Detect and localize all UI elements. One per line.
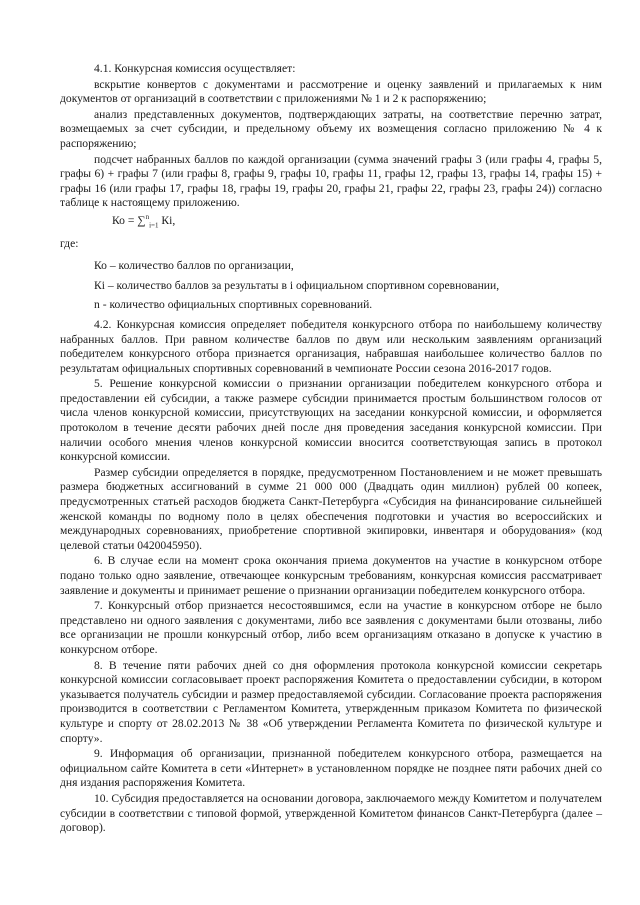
- formula-definitions: [60, 259, 602, 313]
- paragraph-4-1-analysis: анализ представленных документов, подтверждающих затраты, на соответствие перечню затрат, возмещаемых за счет субсидии, и предельному объему их возмещения согласно приложению № 4 к распоряжению;: [60, 107, 602, 150]
- paragraph-4-2: 4.2. Конкурсная комиссия определяет победителя конкурсного отбора по наибольшему количеству набранных баллов. При равном количестве баллов по двум или нескольким заявлениям организаций победителем конкурсного отбора признается организация, набравшая наибольшее количество баллов по результатам официальных спортивных соревнований в чемпионате России сезона 2016-2017 годов.: [60, 317, 602, 375]
- where-label: где:: [60, 236, 79, 250]
- paragraph-5: 5. Решение конкурсной комиссии о признании организации победителем конкурсного отбора и предоставлении ей субсидии, а также размере субсидии принимается простым большинством голосов от числа членов конкурсной комиссии, присутствующих на заседании конкурсной комиссии, и оформляется протоколом в течение десяти рабочих дней после дня проведения заседания конкурсной комиссии. При наличии особого мнения членов конкурсной комиссии вносится соответствующая запись в протокол конкурсной комиссии.: [60, 377, 602, 464]
- definition-ki: Кi – количество баллов за результаты в i официальном спортивном соревновании,: [94, 278, 500, 292]
- formula-right: Кi,: [158, 213, 176, 227]
- definition-ko: Ко – количество баллов по организации,: [94, 259, 294, 273]
- paragraph-4-1: 4.1. Конкурсная комиссия осуществляет:: [94, 62, 296, 75]
- formula-lower-limit: i=1: [149, 221, 159, 230]
- paragraph-4-1-scoring: подсчет набранных баллов по каждой организации (сумма значений графы 3 (или графы 4, графы 5, графы 6) + графы 7 (или графы 8, графы 9, графы 10, графы 11, графы 12, графы 13, графы 14, графы 15) + графы 16 (или графы 17, графы 18, графы 19, графы 20, графы 21, графы 22, графы 23, графы 24)) согласно таблице к настоящему приложению.: [60, 152, 602, 210]
- paragraph-10: 10. Субсидия предоставляется на основании договора, заключаемого между Комитетом и получателем субсидии в соответствии с типовой формой, утвержденной Комитетом финансов Санкт-Петербурга (далее – договор).: [60, 791, 602, 835]
- score-formula: [112, 214, 602, 229]
- paragraph-4-1-envelopes: вскрытие конвертов с документами и рассмотрение и оценку заявлений и прилагаемых к ним документов от организаций в соответствии с приложениями № 1 и 2 к распоряжению;: [60, 77, 602, 106]
- paragraph-5-subsidy-size: Размер субсидии определяется в порядке, предусмотренном Постановлением и не может превышать размера бюджетных ассигнований в сумме 21 000 000 (Двадцать один миллион) рублей 00 копеек, предусмотренных статьей расходов бюджета Санкт-Петербурга «Субсидия на финансирование сильнейшей женской команды по водному поло в целях обеспечения подготовки и участия во всероссийских и международных соревнованиях, приобретение спортивной экипировки, инвентаря и оборудования» (код целевой статьи 0420045950).: [60, 465, 602, 552]
- paragraph-8: 8. В течение пяти рабочих дней со дня оформления протокола конкурсной комиссии секретарь конкурсной комиссии согласовывает проект распоряжения Комитета о предоставлении субсидии, в котором указывается получатель субсидии и размер предоставляемой субсидии. Согласование проекта распоряжения производится в соответствии с Регламентом Комитета, утвержденным приказом Комитета по физической культуре и спорту от 28.02.2013 № 38 «Об утверждении Регламента Комитета по физической культуре и спорту».: [60, 658, 602, 745]
- paragraph-6: 6. В случае если на момент срока окончания приема документов на участие в конкурсном отборе подано только одно заявление, отвечающее конкурсным требованиям, конкурсная комиссия рассматривает заявление и документы и принимает решение о признании организации победителем конкурсного отбора.: [60, 554, 602, 597]
- formula-left: Ко = ∑: [112, 213, 146, 227]
- paragraph-7: 7. Конкурсный отбор признается несостоявшимся, если на участие в конкурсном отборе не было представлено ни одного заявления с документами, либо все заявления с документами были отозваны, либо все организации не прошли конкурсный отбор, либо всем организациям отказано в допуске к участию в конкурсном отборе.: [60, 599, 602, 656]
- definition-n: n - количество официальных спортивных соревнований.: [94, 298, 373, 312]
- paragraph-9: 9. Информация об организации, признанной победителем конкурсного отбора, размещается на официальном сайте Комитета в сети «Интернет» в установленном порядке не позднее пяти рабочих дней со дня издания распоряжения Комитета.: [60, 747, 602, 790]
- formula-upper-limit: n: [145, 213, 150, 222]
